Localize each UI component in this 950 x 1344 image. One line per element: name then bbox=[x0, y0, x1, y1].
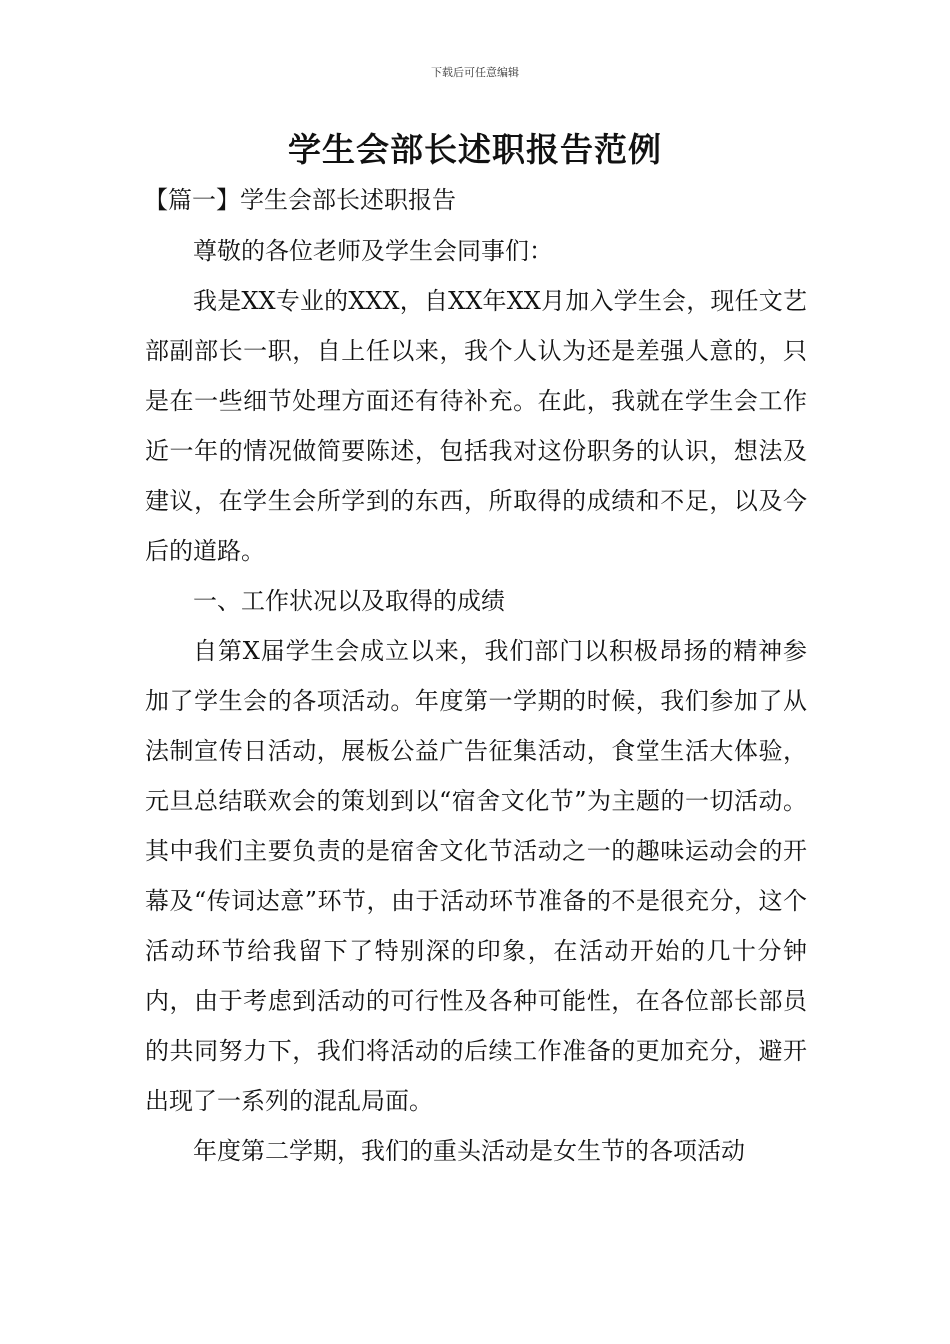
body-text bbox=[145, 226, 807, 1176]
section-title: 【篇一】学生会部长述职报告 bbox=[144, 186, 456, 214]
paragraph-heading-one: 一、工作状况以及取得的成绩 bbox=[193, 587, 505, 615]
paragraph-second-term: 年度第二学期，我们的重头活动是女生节的各项活动 bbox=[193, 1137, 745, 1165]
document-title: 学生会部长述职报告范例 bbox=[288, 130, 662, 169]
paragraph-intro: 我是XX专业的XXX，自XX年XX月加入学生会，现任文艺部副部长一职，自上任以来，我个人认为还是差强人意的，只是在一些细节处理方面还有待补充。在此，我就在学生会工作近一年的情况做简要陈述，包括我对这份职务的认识，想法及建议，在学生会所学到的东西，所取得的成绩和不足，以及今后的道路。 bbox=[145, 287, 807, 565]
paragraph-greeting: 尊敬的各位老师及学生会同事们： bbox=[193, 237, 553, 265]
paragraph-first-term: 自第X届学生会成立以来，我们部门以积极昂扬的精神参加了学生会的各项活动。年度第一学期的时候，我们参加了从法制宣传日活动，展板公益广告征集活动，食堂生活大体验，元旦总结联欢会的策划到以“宿舍文化节”为主题的一切活动。其中我们主要负责的是宿舍文化节活动之一的趣味运动会的开幕及“传词达意”环节，由于活动环节准备的不是很充分，这个活动环节给我留下了特别深的印象，在活动开始的几十分钟内，由于考虑到活动的可行性及各种可能性，在各位部长部员的共同努力下，我们将活动的后续工作准备的更加充分，避开出现了一系列的混乱局面。 bbox=[145, 637, 807, 1115]
header-note: 下载后可任意编辑 bbox=[431, 66, 519, 79]
